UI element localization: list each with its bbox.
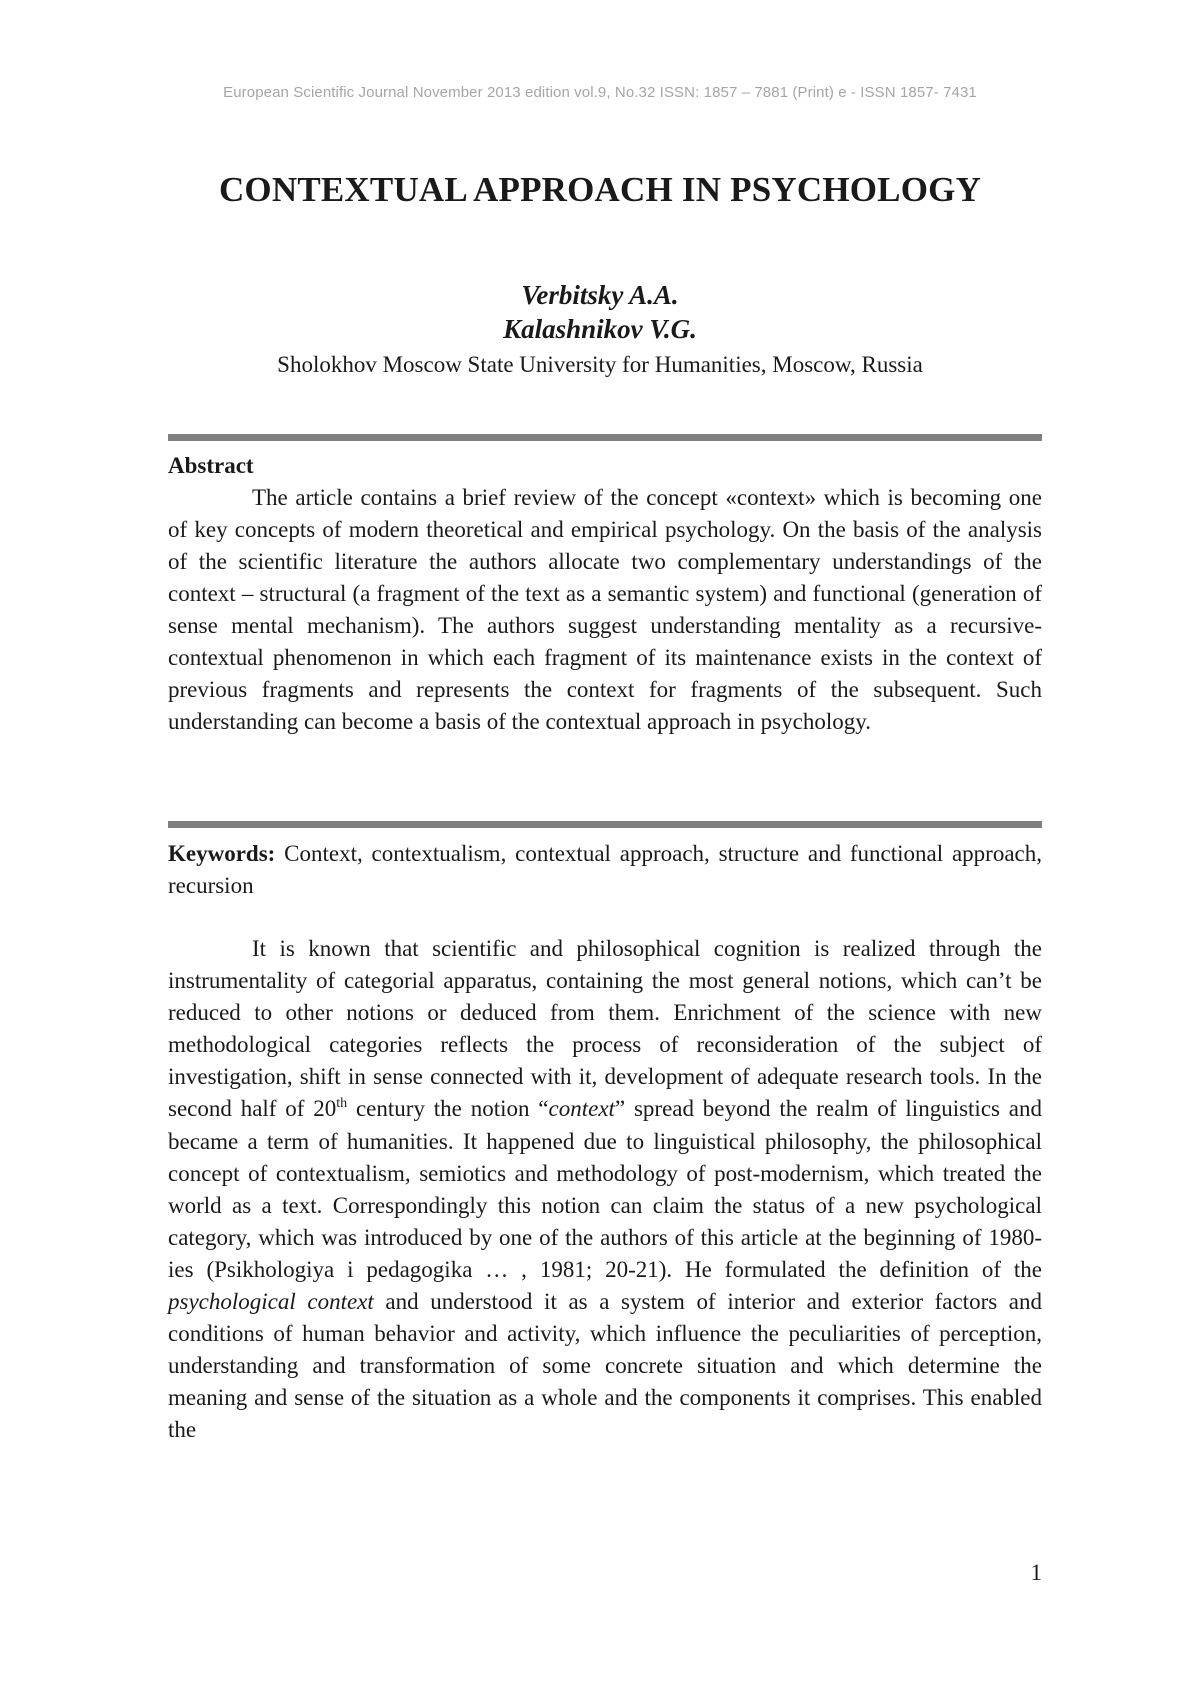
- abstract-section: [168, 450, 1042, 738]
- abstract-top-rule: [168, 434, 1042, 441]
- body-text-segment: It is known that scientific and philosophical cognition is realized through the instrumentality of categorial apparatus, containing the most general notions, which can’t be reduced to other notions or deduced from them. Enrichment of the science with new methodological categories reflects the process of reconsideration of the subject of investigation, shift in sense connected with it, development of adequate research tools. In the second half of 20: [168, 936, 1042, 1122]
- body-text-segment: and understood it as a system of interior and exterior factors and conditions of human behavior and activity, which influence the peculiarities of perception, understanding and transformation of some concrete situation and which determine the meaning and sense of the situation as a whole and the components it comprises. This enabled the: [168, 1289, 1043, 1443]
- body-text-segment: century the notion “: [347, 1096, 549, 1122]
- abstract-text: The article contains a brief review of the concept «context» which is becoming one of key concepts of modern theoretical and empirical psychology. On the basis of the analysis of the scientific literature the authors allocate two complementary understandings of the context – structural (a fragment of the text as a semantic system) and functional (generation of sense mental mechanism). The authors suggest understanding mentality as a recursive-contextual phenomenon in which each fragment of its maintenance exists in the context of previous fragments and represents the context for fragments of the subsequent. Such understanding can become a basis of the contextual approach in psychology.: [168, 485, 1042, 734]
- keywords-text: Context, contextualism, contextual approach, structure and functional approach, recursion: [168, 841, 1042, 898]
- page-number: 1: [1030, 1560, 1042, 1585]
- author-affiliation: Sholokhov Moscow State University for Humanities, Moscow, Russia: [277, 352, 923, 377]
- keywords-section: [168, 838, 1042, 902]
- author-name: Kalashnikov V.G.: [503, 314, 697, 344]
- body-paragraph: [168, 933, 1042, 1447]
- abstract-heading: Abstract: [168, 453, 254, 478]
- keywords-label: Keywords:: [168, 841, 276, 866]
- paper-title: CONTEXTUAL APPROACH IN PSYCHOLOGY: [218, 170, 982, 209]
- author-block: [0, 278, 1200, 382]
- abstract-bottom-rule: [168, 821, 1042, 828]
- superscript-ordinal: th: [336, 1096, 348, 1112]
- italic-term-context: context: [548, 1096, 615, 1122]
- italic-term-psychological-context: psychological context: [168, 1289, 374, 1315]
- body-text-segment: ” spread beyond the realm of linguistics and became a term of humanities. It happened due to linguistical philosophy, the philosophical concept of contextualism, semiotics and methodology of post-modernism, which treated the world as a text. Correspondingly this notion can claim the status of a new psychological category, which was introduced by one of the authors of this article at the beginning of 1980-ies (Psikhologiya i pedagogika … , 1981; 20-21). He formulated the definition of the: [168, 1096, 1043, 1282]
- running-header: European Scientific Journal November 2013 edition vol.9, No.32 ISSN: 1857 – 7881 (Print) e - ISSN 1857- 7431: [223, 84, 977, 101]
- author-name: Verbitsky A.A.: [521, 280, 679, 310]
